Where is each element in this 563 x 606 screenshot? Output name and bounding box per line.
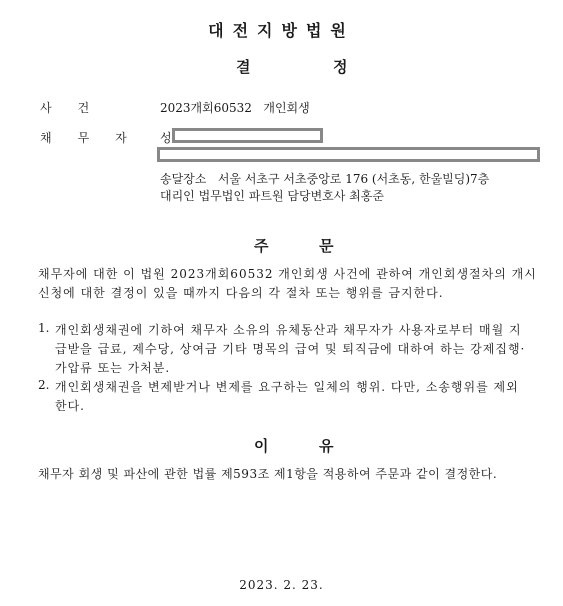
reason-text: 채무자 회생 및 파산에 관한 법률 제593조 제1항을 적용하여 주문과 같이 결정한다. [38, 467, 498, 481]
reason-heading-char-2: 유 [319, 437, 334, 455]
order-item-2-number: 2. [38, 378, 50, 392]
case-number: 2023개회60532 [160, 101, 252, 115]
debtor-label: 채무자 [40, 131, 153, 145]
redacted-debtor-address [157, 147, 540, 162]
order-item-1-line-3: 가압류 또는 가처분. [55, 361, 171, 375]
representative: 법무법인 파트원 담당변호사 최홍준 [198, 189, 384, 203]
decision-date: 2023. 2. 23. [239, 578, 324, 592]
order-item-1-number: 1. [38, 321, 50, 335]
order-intro-line-2: 신청에 대한 결정이 있을 때까지 다음의 각 절차 또는 행위를 금지한다. [38, 286, 444, 300]
redacted-debtor-name [172, 128, 323, 143]
representative-label: 대리인 [160, 189, 195, 203]
service-address-line [160, 170, 489, 187]
order-item-1-line-1: 개인회생채권에 기하여 채무자 소유의 유체동산과 채무자가 사용자로부터 매월 지 [55, 323, 522, 337]
representative-line [160, 187, 384, 204]
reason-heading-char-1: 이 [254, 437, 269, 455]
case-name: 개인회생 [263, 101, 310, 115]
case-number-line [160, 99, 310, 116]
service-address: 서울 서초구 서초중앙로 176 (서초동, 한울빌딩)7층 [217, 172, 490, 186]
court-name: 대전지방법원 [208, 21, 355, 40]
doc-type-char-2: 정 [333, 58, 348, 76]
order-intro-line-1: 채무자에 대한 이 법원 2023개회60532 개인회생 사건에 관하여 개인회생절차의 개시 [38, 267, 537, 281]
order-item-2-line-2: 한다. [55, 399, 85, 413]
case-label: 사건 [40, 101, 116, 115]
order-heading-char-2: 문 [319, 237, 334, 255]
order-item-2-line-1: 개인회생채권을 변제받거나 변제를 요구하는 일체의 행위. 다만, 소송행위를 제외 [55, 380, 519, 394]
debtor-name-prefix: 성 [160, 131, 172, 145]
doc-type-char-1: 결 [236, 58, 251, 76]
order-item-1-line-2: 급받을 급료, 제수당, 상여금 기타 명목의 급여 및 퇴직금에 대하여 하는 강제집행· [55, 342, 526, 356]
service-address-label: 송달장소 [160, 172, 207, 186]
order-heading-char-1: 주 [254, 237, 269, 255]
